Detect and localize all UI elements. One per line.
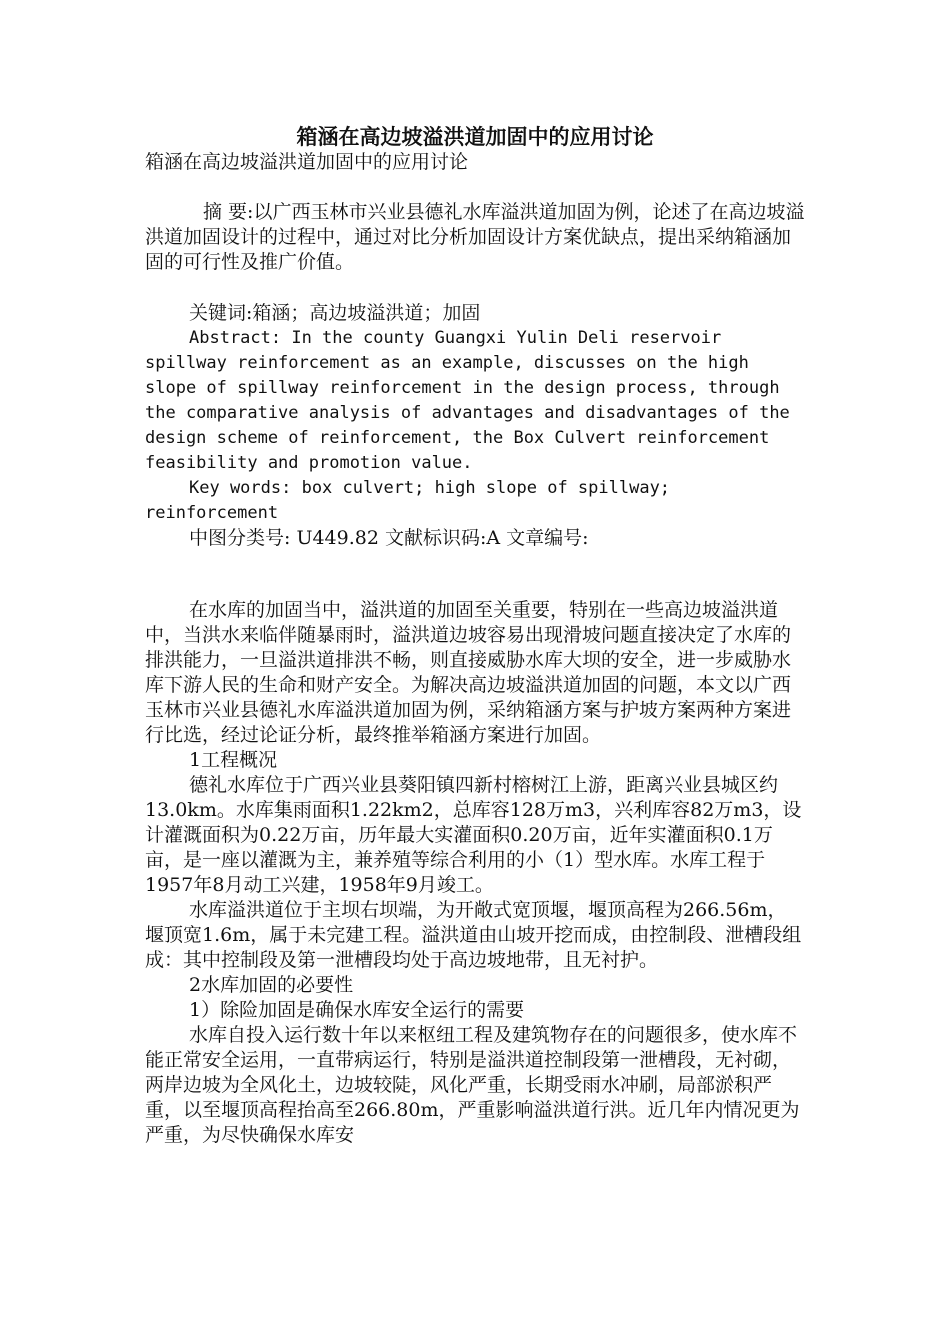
subtitle-text: 箱涵在高边坡溢洪道加固中的应用讨论 <box>145 151 469 173</box>
document-subtitle <box>145 150 805 175</box>
abstract-cn: 摘 要:以广西玉林市兴业县德礼水库溢洪道加固为例，论述了在高边坡溢洪道加固设计的过程中，通过对比分析加固设计方案优缺点，提出采纳箱涵加固的可行性及推广价值。 <box>145 201 805 273</box>
keywords-cn: 关键词:箱涵；高边坡溢洪道；加固 <box>189 302 481 324</box>
classification-line: 中图分类号: U449.82 文献标识码:A 文章编号: <box>189 527 589 549</box>
paragraph: 德礼水库位于广西兴业县葵阳镇四新村榕树江上游，距离兴业县城区约13.0km。水库集雨面积1.22km2，总库容128万m3，兴利库容82万m3，设计灌溉面积为0.22万亩，历年最大实灌面积0.20万亩，近年实灌面积0.1万亩，是一座以灌溉为主，兼养殖等综合利用的小（1）型水库。水库工程于1957年8月动工兴建，1958年9月竣工。 <box>145 774 802 896</box>
paragraph: 水库自投入运行数十年以来枢纽工程及建筑物存在的问题很多，使水库不能正常安全运用，一直带病运行，特别是溢洪道控制段第一泄槽段，无衬砌，两岸边坡为全风化土，边坡较陡，风化严重，长期受雨水冲刷，局部淤积严重，以至堰顶高程抬高至266.80m，严重影响溢洪道行洪。近几年内情况更为严重，为尽快确保水库安 <box>145 1024 800 1146</box>
keywords-en: Key words: box culvert; high slope of spillway; reinforcement <box>145 478 671 523</box>
paragraph: 水库溢洪道位于主坝右坝端，为开敞式宽顶堰，堰顶高程为266.56m，堰顶宽1.6m，属于未完建工程。溢洪道由山坡开挖而成，由控制段、泄槽段组成：其中控制段及第一泄槽段均处于高边坡地带，且无衬护。 <box>145 899 802 971</box>
section-heading: 2水库加固的必要性 <box>189 974 354 996</box>
document-title: 箱涵在高边坡溢洪道加固中的应用讨论 <box>296 124 654 149</box>
section-heading: 1工程概况 <box>189 749 278 771</box>
body-text <box>145 598 805 1148</box>
subsection-heading: 1）除险加固是确保水库安全运行的需要 <box>189 999 525 1021</box>
abstract-section <box>145 200 805 275</box>
abstract-en: Abstract: In the county Guangxi Yulin Deli reservoir spillway reinforcement as an example, discusses on the high slope of spillway reinforcement in the design process, through the comparative analysis of advantages and disadvantages of the design scheme of reinforcement, the Box Culvert reinforcement feasibility and promotion value. <box>145 328 790 473</box>
keywords-section <box>145 301 805 551</box>
paragraph: 在水库的加固当中，溢洪道的加固至关重要，特别在一些高边坡溢洪道中，当洪水来临伴随暴雨时，溢洪道边坡容易出现滑坡问题直接决定了水库的排洪能力，一旦溢洪道排洪不畅，则直接威胁水库大坝的安全，进一步威胁水库下游人民的生命和财产安全。为解决高边坡溢洪道加固的问题，本文以广西玉林市兴业县德礼水库溢洪道加固为例，采纳箱涵方案与护坡方案两种方案进行比选，经过论证分析，最终推举箱涵方案进行加固。 <box>145 599 792 746</box>
